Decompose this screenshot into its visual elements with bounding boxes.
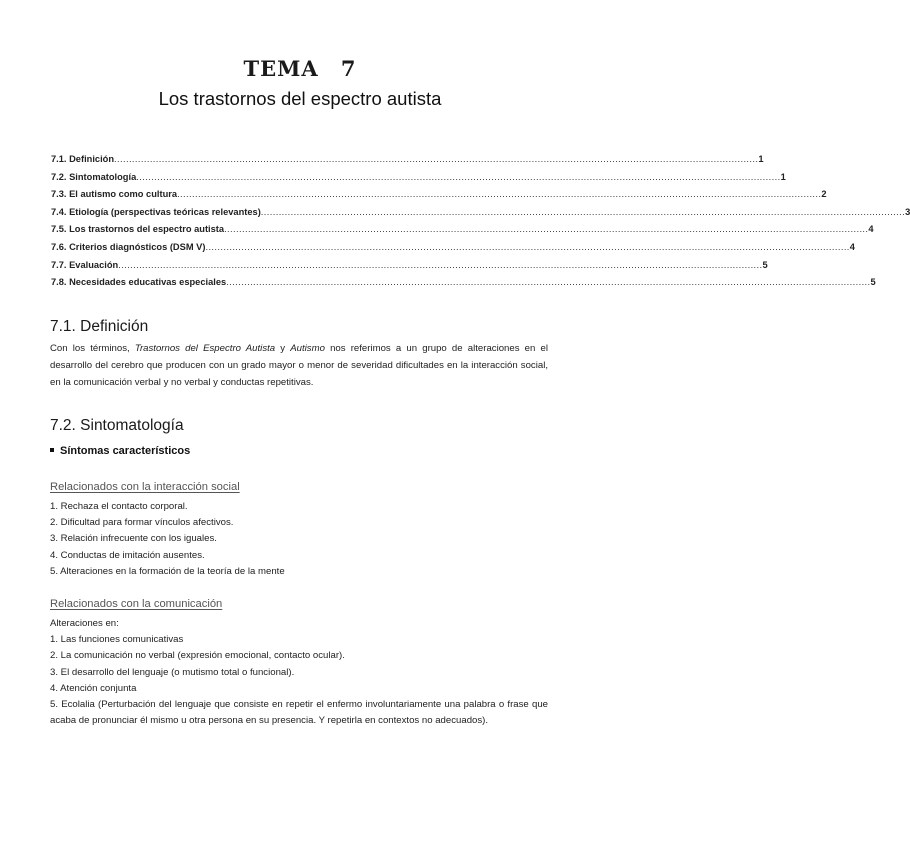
toc-leader: ........................................................................................................................................................................................................................ bbox=[224, 224, 869, 235]
bullet-heading: Síntomas característicos bbox=[50, 445, 190, 457]
list-item: 2. La comunicación no verbal (expresión emocional, contacto ocular). bbox=[50, 650, 345, 662]
section-heading-sintomatologia: 7.2. Sintomatología bbox=[50, 417, 184, 434]
list-item: 1. Rechaza el contacto corporal. bbox=[50, 501, 188, 512]
toc-leader: ........................................................................................................................................................................................................................ bbox=[136, 171, 781, 182]
list-intro: Alteraciones en: bbox=[50, 618, 119, 629]
toc-entry-page: 1 bbox=[780, 171, 786, 182]
subheading-social: Relacionados con la interacción social bbox=[50, 481, 240, 493]
toc-entry[interactable] bbox=[51, 206, 910, 225]
toc-entry[interactable] bbox=[51, 189, 827, 207]
toc-entry-page: 4 bbox=[868, 224, 874, 235]
toc-entry-label: 7.2. Sintomatología bbox=[51, 171, 137, 182]
list-item: 3. Relación infrecuente con los iguales. bbox=[50, 533, 217, 545]
bullet-icon bbox=[50, 448, 54, 452]
toc-leader: ........................................................................................................................................................................................................................ bbox=[205, 241, 850, 252]
communication-symptoms-list bbox=[50, 616, 548, 729]
toc-entry-label: 7.5. Los trastornos del espectro autista bbox=[51, 224, 225, 235]
toc-leader: ........................................................................................................................................................................................................................ bbox=[177, 189, 822, 200]
subheading-communication: Relacionados con la comunicación bbox=[50, 598, 223, 610]
toc-leader: ........................................................................................................................................................................................................................ bbox=[226, 277, 871, 288]
toc-entry[interactable] bbox=[51, 224, 874, 242]
term-autismo: Autismo bbox=[290, 343, 325, 354]
social-symptoms-list bbox=[50, 499, 548, 580]
toc-entry-label: 7.4. Etiología (perspectivas teóricas relevantes) bbox=[51, 206, 261, 217]
section-heading-definicion: 7.1. Definición bbox=[50, 318, 149, 335]
toc-entry-page: 1 bbox=[758, 154, 764, 164]
list-item: 3. El desarrollo del lenguaje (o mutismo total o funcional). bbox=[50, 666, 295, 678]
toc-entry-page: 5 bbox=[762, 259, 768, 270]
chapter-number: TEMA 7 bbox=[243, 56, 357, 81]
toc-entry-label: 7.7. Evaluación bbox=[51, 259, 119, 270]
term-tea: Trastornos del Espectro Autista bbox=[134, 343, 276, 354]
chapter-title: Los trastornos del espectro autista bbox=[158, 88, 442, 109]
toc-entry-label: 7.6. Criterios diagnósticos (DSM V) bbox=[51, 241, 206, 252]
toc-entry-page: 5 bbox=[870, 277, 876, 288]
toc-leader: ........................................................................................................................................................................................................................ bbox=[260, 206, 906, 217]
list-item: 4. Atención conjunta bbox=[50, 682, 137, 694]
table-of-contents bbox=[51, 154, 910, 295]
toc-entry[interactable] bbox=[51, 171, 786, 190]
list-item: 2. Dificultad para formar vínculos afectivos. bbox=[50, 517, 234, 529]
toc-entry-label: 7.1. Definición bbox=[51, 154, 115, 164]
toc-entry[interactable] bbox=[51, 277, 876, 295]
toc-entry-page: 2 bbox=[821, 189, 827, 200]
list-item: 5. Ecolalia (Perturbación del lenguaje que consiste en repetir el enfermo involuntariamente una palabra o frase que acaba de pronunciar él mismo u otra persona en su presencia. Y repetirla en contextos no adecuados). bbox=[50, 699, 548, 726]
toc-entry-page: 3 bbox=[905, 206, 910, 217]
toc-entry[interactable] bbox=[51, 259, 768, 278]
toc-leader: ........................................................................................................................................................................................................................ bbox=[114, 154, 759, 164]
definition-paragraph: Con los términos, Trastornos del Espectro Autista y Autismo nos referimos a un grupo de alteraciones en el desarrollo del cerebro que producen con un grado mayor o menor de severidad dificultades en la interacción social, en la comunicación verbal y no verbal y conductas repetitivas. bbox=[50, 343, 548, 389]
toc-entry-page: 4 bbox=[849, 241, 855, 252]
toc-leader: ........................................................................................................................................................................................................................ bbox=[118, 259, 763, 270]
list-item: 4. Conductas de imitación ausentes. bbox=[50, 549, 205, 561]
toc-entry-label: 7.3. El autismo como cultura bbox=[51, 189, 178, 200]
list-item: 1. Las funciones comunicativas bbox=[50, 634, 184, 646]
toc-entry[interactable] bbox=[51, 154, 764, 172]
toc-entry[interactable] bbox=[51, 241, 855, 260]
toc-entry-label: 7.8. Necesidades educativas especiales bbox=[51, 277, 227, 288]
list-item: 5. Alteraciones en la formación de la teoría de la mente bbox=[50, 565, 285, 577]
